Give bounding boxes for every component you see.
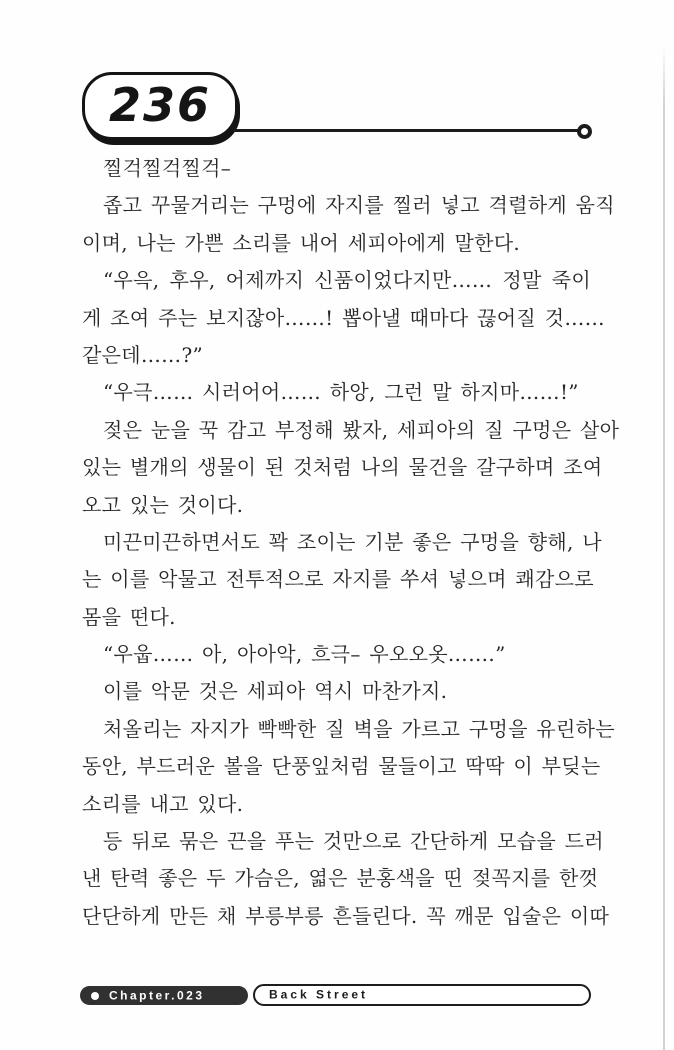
- text-line: 등 뒤로 묶은 끈을 푸는 것만으로 간단하게 모습을 드러: [103, 829, 604, 854]
- text-line: 이를 악문 것은 세피아 역시 마찬가지.: [103, 679, 448, 704]
- text-line: 이며, 나는 가쁜 소리를 내어 세피아에게 말한다.: [82, 230, 521, 255]
- text-line: “우극…… 시러어어…… 하앙, 그런 말 하지마……!”: [103, 380, 579, 405]
- page-number: 236: [108, 78, 212, 132]
- text-line: 는 이를 악물고 전투적으로 자지를 쑤셔 넣으며 쾌감으로: [82, 567, 594, 592]
- text-line: 처올리는 자지가 빡빡한 질 벽을 가르고 구멍을 유린하는: [103, 716, 615, 741]
- text-line: 찔걱찔걱찔걱–: [103, 156, 232, 180]
- header-rule: [233, 129, 578, 132]
- text-line: 미끈미끈하면서도 꽉 조이는 기분 좋은 구멍을 향해, 나: [103, 529, 602, 554]
- text-line: 단단하게 만든 채 부릉부릉 흔들린다. 꼭 깨문 입술은 이따: [82, 903, 610, 928]
- page-edge-line: [663, 45, 665, 1050]
- text-line: 게 조여 주는 보지잖아……! 뽑아낼 때마다 끊어질 것……: [82, 305, 605, 330]
- book-title-box: [253, 984, 591, 1006]
- text-line: 소리를 내고 있다.: [82, 791, 244, 816]
- page-number-badge: [82, 72, 238, 140]
- text-line: 동안, 부드러운 볼을 단풍잎처럼 물들이고 딱딱 이 부딪는: [82, 754, 601, 779]
- text-line: 오고 있는 것이다.: [82, 492, 244, 517]
- text-line: 몸을 떤다.: [82, 604, 176, 629]
- line-end-ring-icon: [577, 124, 592, 139]
- chapter-badge: [80, 986, 248, 1005]
- text-line: “우웁…… 아, 아아악, 흐극– 우오오옷…….”: [103, 642, 506, 667]
- text-line: 있는 별개의 생물이 된 것처럼 나의 물건을 갈구하며 조여: [82, 455, 603, 480]
- text-line: 젖은 눈을 꾹 감고 부정해 봤자, 세피아의 질 구멍은 살아: [103, 417, 620, 442]
- text-line: 좁고 꾸물거리는 구멍에 자지를 찔러 넣고 격렬하게 움직: [103, 193, 615, 218]
- chapter-label: Chapter.023: [109, 988, 205, 1002]
- text-line: 낸 탄력 좋은 두 가슴은, 엷은 분홍색을 띤 젖꼭지를 한껏: [82, 866, 599, 891]
- bullet-icon: [91, 992, 99, 1000]
- text-line: 같은데……?”: [82, 342, 204, 367]
- book-title-label: Back Street: [269, 987, 369, 1002]
- body-text: [82, 150, 620, 935]
- text-line: “우윽, 후우, 어제까지 신품이었다지만…… 정말 죽이: [103, 268, 591, 293]
